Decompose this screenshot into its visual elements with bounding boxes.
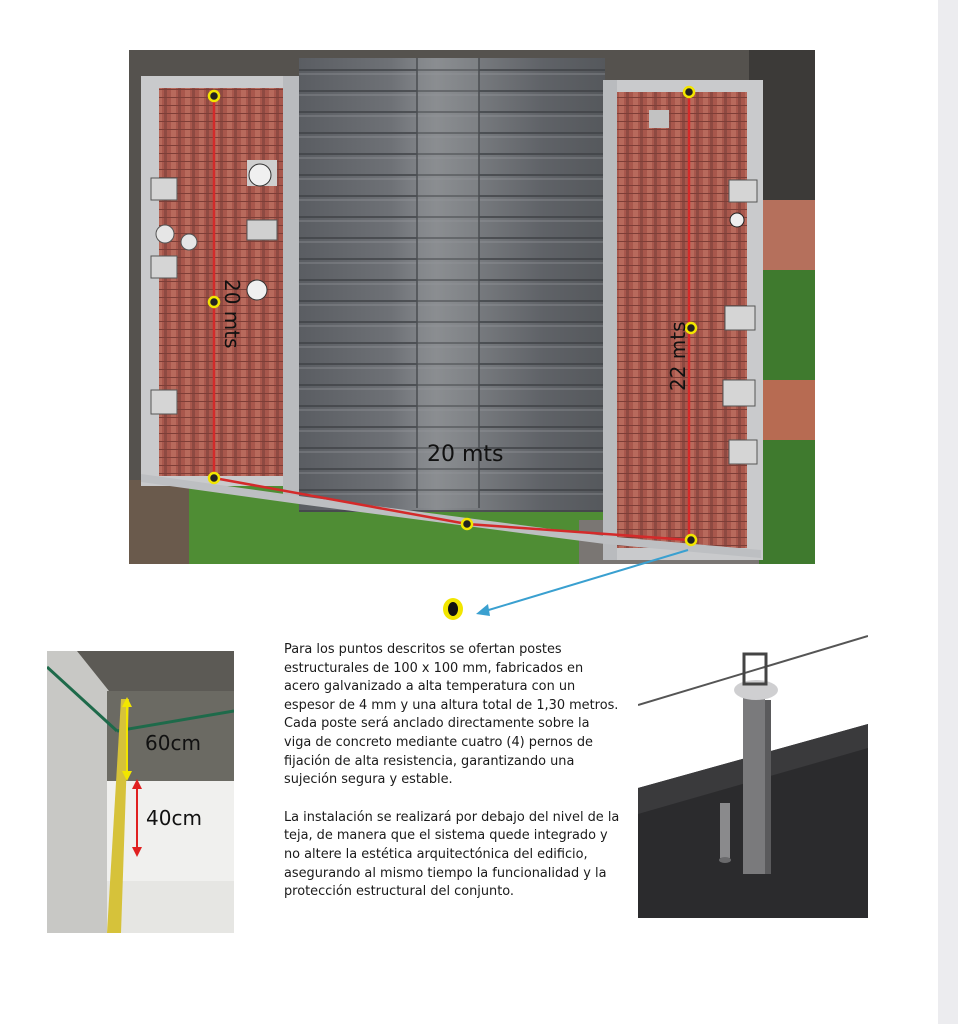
beam-measurement-photo <box>47 651 234 933</box>
description-paragraph-2: La instalación se realizará por debajo del nivel de la teja, de manera que el sistema quede integrado y no altere la estética arquitectónica del edificio, asegurando al mismo tiempo la funcionalidad y la protección estructural del conjunto. <box>284 809 620 900</box>
right-span-measure: 22 mts <box>666 321 690 391</box>
beam-photo-drawing <box>47 651 234 933</box>
lower-gap-measure: 40cm <box>146 806 202 830</box>
bottom-span-measure: 20 mts <box>427 442 504 467</box>
upper-gap-measure: 60cm <box>145 731 201 755</box>
post-render-illustration <box>638 628 868 918</box>
post-render-drawing <box>638 628 868 918</box>
description-text <box>284 641 620 921</box>
pointer-arrow <box>430 540 700 630</box>
right-margin-strip <box>938 0 958 1024</box>
description-paragraph-1: Para los puntos descritos se ofertan postes estructurales de 100 x 100 mm, fabricados en acero galvanizado a alta temperatura con un espesor de 4 mm y una altura total de 1,30 metros. Cada poste será anclado directamente sobre la viga de concreto mediante cuatro (4) pernos de fijación de alta resistencia, garantizando una sujeción segura y estable. <box>284 642 619 788</box>
marker-legend-icon <box>440 596 466 622</box>
left-span-measure: 20 mts <box>220 279 244 349</box>
